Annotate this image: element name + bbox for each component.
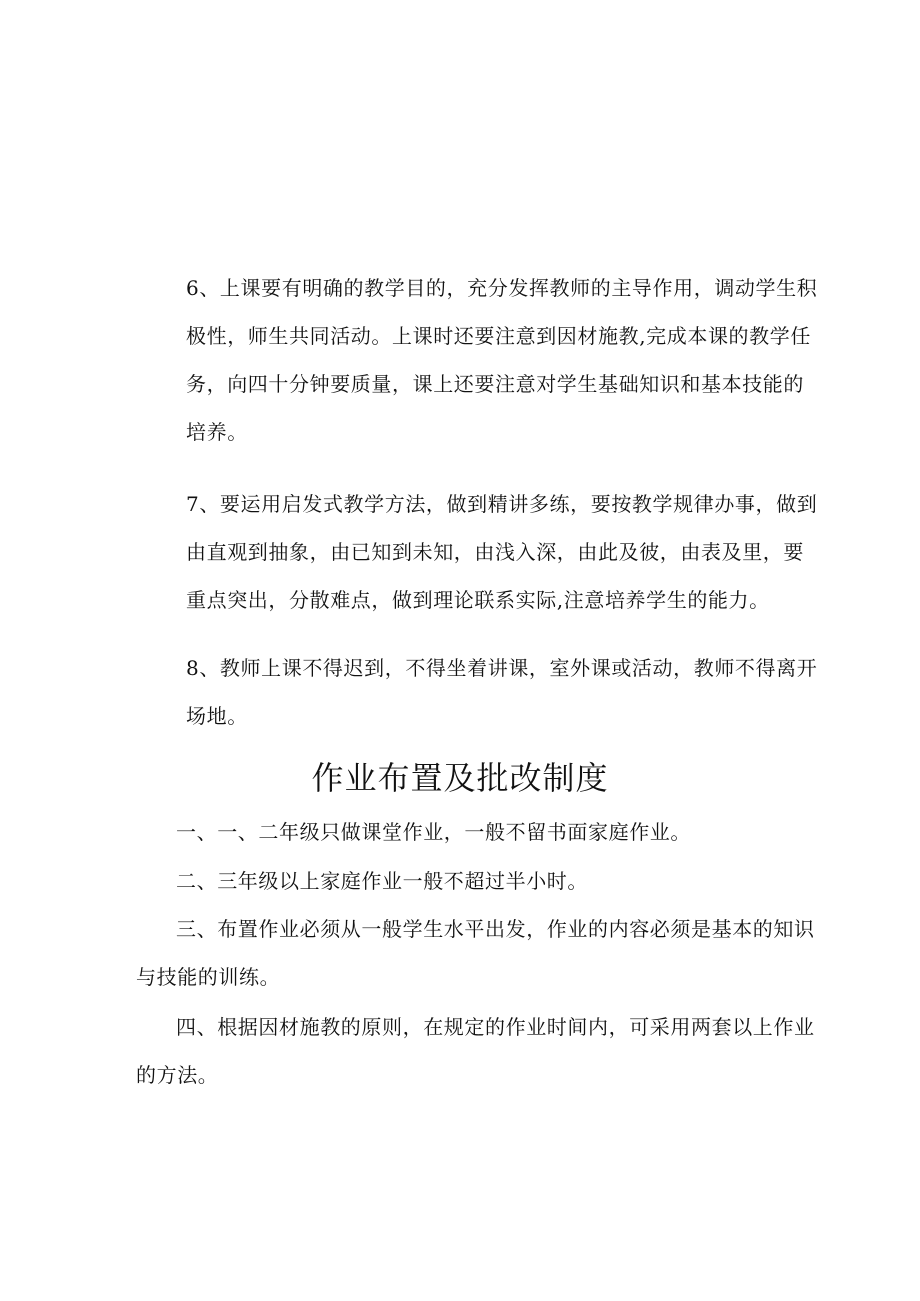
rule-7-paragraph <box>186 480 817 624</box>
homework-item-4 <box>136 1003 815 1099</box>
rule-7-line-2: 由直观到抽象，由已知到未知，由浅入深，由此及彼，由表及里，要 <box>186 540 804 564</box>
homework-item-1 <box>176 808 691 856</box>
homework-item-1-line-1: 一、一、二年级只做课堂作业，一般不留书面家庭作业。 <box>176 820 691 844</box>
rule-6-line-3: 务，向四十分钟要质量，课上还要注意对学生基础知识和基本技能的 <box>186 372 804 396</box>
homework-item-3 <box>136 905 815 1001</box>
rule-7-line-3: 重点突出，分散难点，做到理论联系实际,注意培养学生的能力。 <box>186 588 770 612</box>
homework-item-4-line-2: 的方法。 <box>136 1063 219 1087</box>
rule-6-line-2: 极性，师生共同活动。上课时还要注意到因材施教,完成本课的教学任 <box>186 324 811 348</box>
homework-item-3-line-1: 三、布置作业必须从一般学生水平出发，作业的内容必须是基本的知识 <box>176 917 815 941</box>
homework-item-2 <box>176 857 588 905</box>
rule-6-line-4: 培养。 <box>186 420 248 444</box>
homework-item-2-line-1: 二、三年级以上家庭作业一般不超过半小时。 <box>176 869 588 893</box>
rule-8-line-2: 场地。 <box>186 704 248 728</box>
rule-7-line-1: 7、要运用启发式教学方法，做到精讲多练，要按教学规律办事，做到 <box>186 492 818 516</box>
rule-8-paragraph <box>186 644 817 740</box>
homework-section-title: 作业布置及批改制度 <box>311 759 609 797</box>
homework-item-4-line-1: 四、根据因材施教的原则，在规定的作业时间内，可采用两套以上作业 <box>176 1015 815 1039</box>
rule-6-line-1: 6、上课要有明确的教学目的，充分发挥教师的主导作用，调动学生积 <box>186 276 818 300</box>
homework-item-3-line-2: 与技能的训练。 <box>136 965 281 989</box>
rule-6-paragraph <box>186 264 817 456</box>
rule-8-line-1: 8、教师上课不得迟到，不得坐着讲课，室外课或活动，教师不得离开 <box>186 656 818 680</box>
